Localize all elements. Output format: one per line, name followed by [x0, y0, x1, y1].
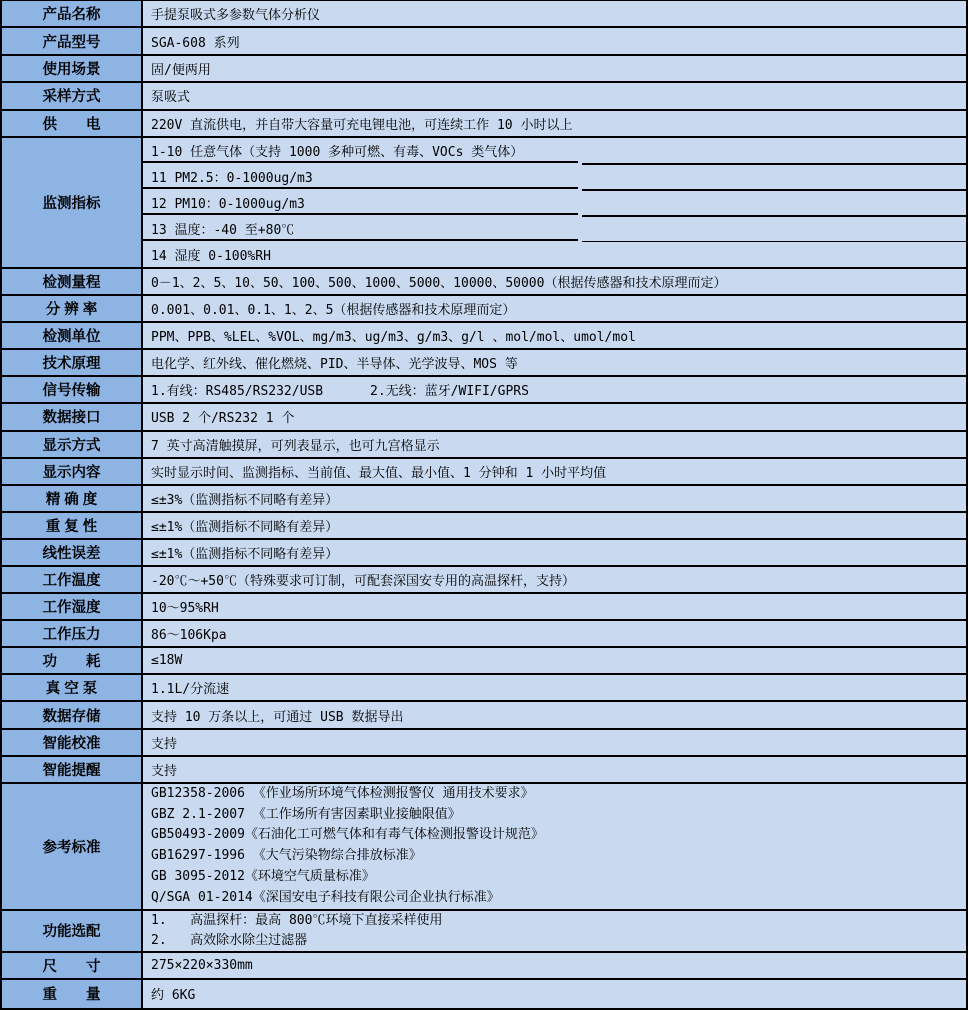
row-label: 产品名称 [2, 1, 143, 26]
row-label: 功 耗 [2, 648, 143, 673]
monitor-subrow: 1-10 任意气体（支持 1000 多种可燃、有毒、VOCs 类气体） [143, 138, 966, 164]
row-detection-range [2, 269, 966, 296]
row-label: 分 辨 率 [2, 296, 143, 321]
row-label: 重 量 [2, 980, 143, 1008]
row-product-model [2, 28, 966, 55]
row-value: ≤±3%（监测指标不同略有差异） [143, 486, 966, 511]
row-data-interface [2, 404, 966, 431]
row-value: 支持 [143, 757, 966, 782]
row-value: 实时显示时间、监测指标、当前值、最大值、最小值、1 分钟和 1 小时平均值 [143, 459, 966, 484]
row-power-supply [2, 111, 966, 138]
row-label: 使用场景 [2, 56, 143, 81]
row-label: 信号传输 [2, 377, 143, 402]
row-label: 智能提醒 [2, 757, 143, 782]
row-resolution [2, 296, 966, 323]
row-label: 检测单位 [2, 323, 143, 348]
row-value: 1.1L/分流速 [143, 675, 966, 700]
standard-item: GB 3095-2012《环境空气质量标准》 [151, 869, 375, 885]
row-working-pressure [2, 621, 966, 648]
row-value: 86～106Kpa [143, 621, 966, 646]
row-label: 显示内容 [2, 459, 143, 484]
row-signal-transmission [2, 377, 966, 404]
monitor-subrow: 12 PM10：0-1000ug/m3 [143, 190, 966, 216]
row-value: 支持 [143, 730, 966, 755]
row-display-content [2, 459, 966, 486]
row-value: 约 6KG [143, 980, 966, 1008]
row-value: 7 英寸高清触摸屏，可列表显示，也可九宫格显示 [143, 432, 966, 457]
row-label: 数据接口 [2, 404, 143, 429]
row-reference-standards [2, 784, 966, 911]
standard-item: GB12358-2006 《作业场所环境气体检测报警仪 通用技术要求》 [151, 785, 534, 801]
row-display-mode [2, 432, 966, 459]
options-list [143, 911, 966, 951]
row-value: ≤±1%（监测指标不同略有差异） [143, 513, 966, 538]
row-working-temperature [2, 567, 966, 594]
row-accuracy [2, 486, 966, 513]
row-optional-features [2, 911, 966, 953]
row-value: ≤18W [143, 648, 966, 673]
row-value: 手提泵吸式多参数气体分析仪 [143, 1, 966, 26]
row-label: 供 电 [2, 111, 143, 136]
row-weight [2, 980, 966, 1008]
row-value: 220V 直流供电，并自带大容量可充电锂电池，可连续工作 10 小时以上 [143, 111, 966, 136]
row-label: 工作湿度 [2, 594, 143, 619]
row-label: 检测量程 [2, 269, 143, 294]
standard-item: Q/SGA 01-2014《深国安电子科技有限公司企业执行标准》 [151, 889, 500, 905]
row-smart-calibration [2, 730, 966, 757]
row-tech-principle [2, 350, 966, 377]
row-value: SGA-608 系列 [143, 28, 966, 53]
row-label: 功能选配 [2, 911, 143, 951]
row-product-name [2, 1, 966, 28]
row-value: 支持 10 万条以上，可通过 USB 数据导出 [143, 702, 966, 727]
row-value: 275×220×330mm [143, 953, 966, 979]
row-value: 泵吸式 [143, 83, 966, 108]
monitor-subrow: 11 PM2.5：0-1000ug/m3 [143, 164, 966, 190]
row-label: 线性误差 [2, 540, 143, 565]
row-value: ≤±1%（监测指标不同略有差异） [143, 540, 966, 565]
row-label: 重 复 性 [2, 513, 143, 538]
row-label: 监测指标 [2, 138, 143, 267]
row-working-humidity [2, 594, 966, 621]
row-label: 工作压力 [2, 621, 143, 646]
option-item: 1. 高温探杆：最高 800℃环境下直接采样使用 [151, 912, 443, 928]
monitor-subrow: 13 温度：-40 至+80℃ [143, 215, 966, 241]
row-sampling-method [2, 83, 966, 110]
row-value: PPM、PPB、%LEL、%VOL、mg/m3、ug/m3、g/m3、g/l 、mol/mol、umol/mol [143, 323, 966, 348]
row-value: 1.有线：RS485/RS232/USB 2.无线：蓝牙/WIFI/GPRS [143, 377, 966, 402]
row-repeatability [2, 513, 966, 540]
row-data-storage [2, 702, 966, 729]
row-label: 产品型号 [2, 28, 143, 53]
standard-item: GB50493-2009《石油化工可燃气体和有毒气体检测报警设计规范》 [151, 827, 544, 843]
row-dimensions [2, 953, 966, 981]
row-value: 0.001、0.01、0.1、1、2、5（根据传感器和技术原理而定） [143, 296, 966, 321]
row-label: 显示方式 [2, 432, 143, 457]
row-label: 精 确 度 [2, 486, 143, 511]
row-value: -20℃～+50℃（特殊要求可订制，可配套深国安专用的高温探杆，支持） [143, 567, 966, 592]
row-label: 数据存储 [2, 702, 143, 727]
standard-item: GB16297-1996 《大气污染物综合排放标准》 [151, 848, 422, 864]
row-label: 采样方式 [2, 83, 143, 108]
row-label: 真 空 泵 [2, 675, 143, 700]
row-smart-reminder [2, 757, 966, 784]
row-label: 技术原理 [2, 350, 143, 375]
row-label: 尺 寸 [2, 953, 143, 979]
row-value: 固/便两用 [143, 56, 966, 81]
row-label: 智能校准 [2, 730, 143, 755]
row-label: 工作温度 [2, 567, 143, 592]
row-label: 参考标准 [2, 784, 143, 909]
row-power-consumption [2, 648, 966, 675]
option-item: 2. 高效除水除尘过滤器 [151, 932, 308, 948]
row-value: USB 2 个/RS232 1 个 [143, 404, 966, 429]
row-detection-unit [2, 323, 966, 350]
monitor-subrow: 14 湿度 0-100%RH [151, 248, 271, 264]
row-usage-scene [2, 56, 966, 83]
row-value: 电化学、红外线、催化燃烧、PID、半导体、光学波导、MOS 等 [143, 350, 966, 375]
row-value: 10～95%RH [143, 594, 966, 619]
row-linearity-error [2, 540, 966, 567]
row-monitor-indicators [2, 138, 966, 269]
standard-item: GBZ 2.1-2007 《工作场所有害因素职业接触限值》 [151, 806, 461, 822]
standards-list [143, 784, 966, 909]
row-vacuum-pump [2, 675, 966, 702]
monitor-sublist [143, 138, 966, 267]
row-value: 0－1、2、5、10、50、100、500、1000、5000、10000、50000（根据传感器和技术原理而定） [143, 269, 966, 294]
